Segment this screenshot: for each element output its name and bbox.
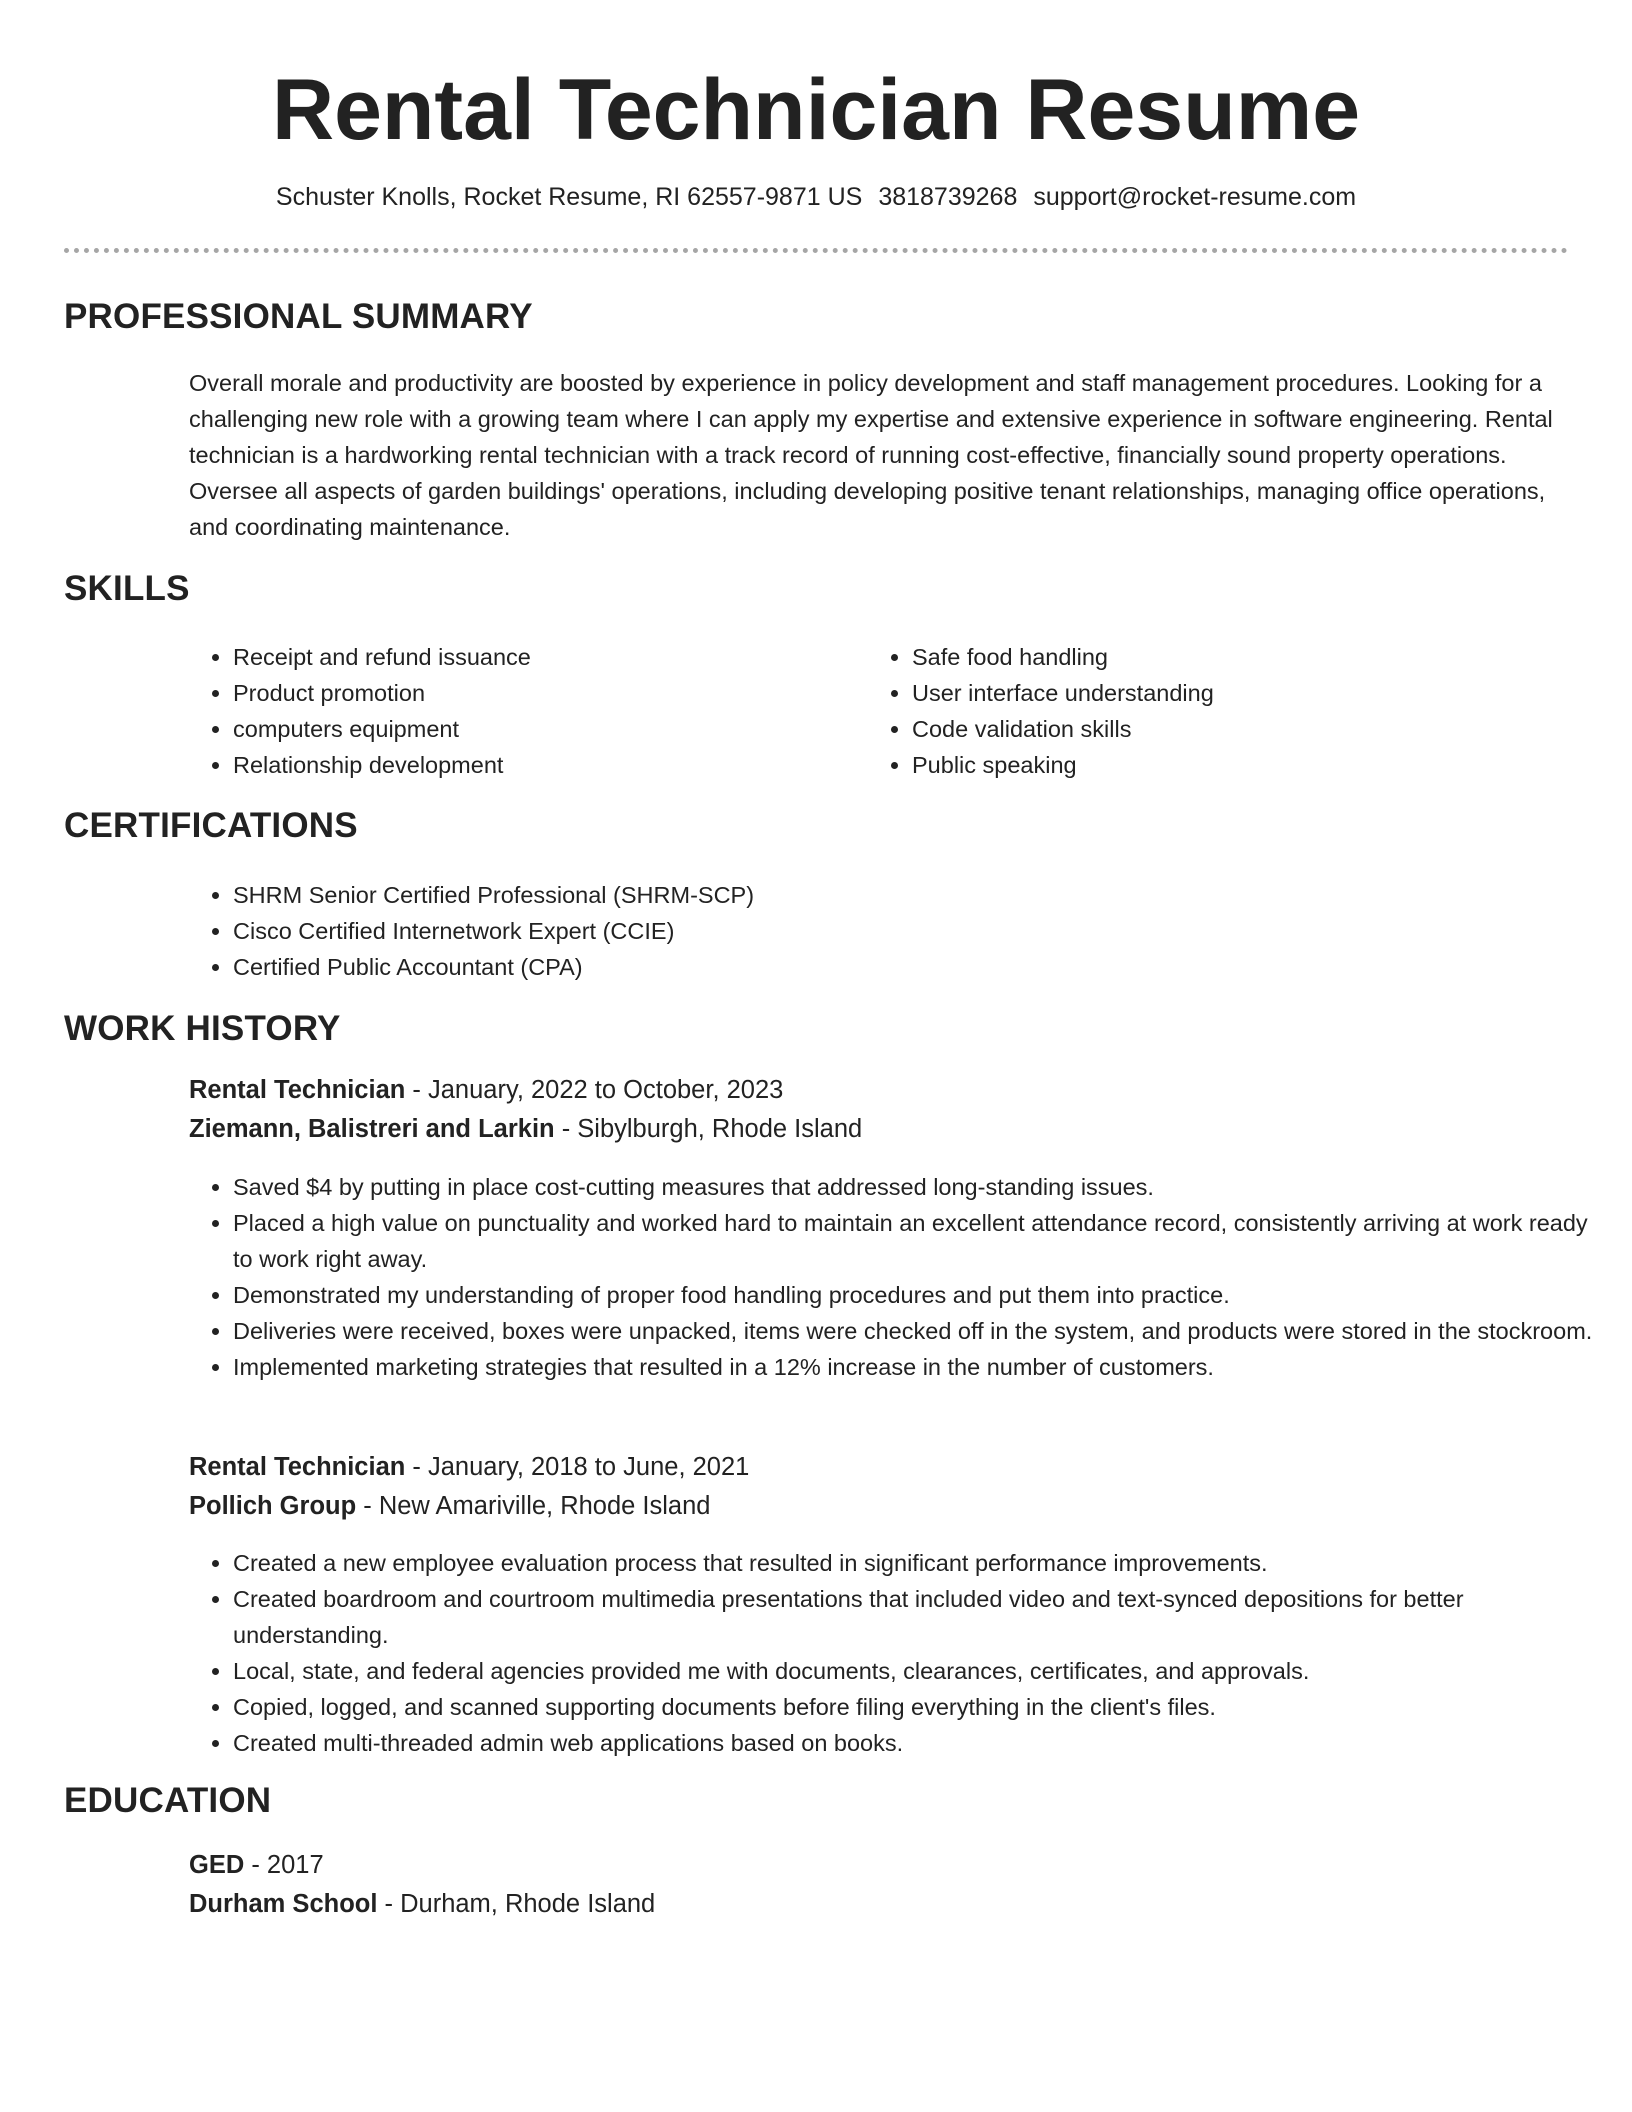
certification-item: • Cisco Certified Internetwork Expert (CCIE) — [233, 913, 1433, 949]
education-degree: GED — [189, 1851, 245, 1879]
job-bullet: • Saved $4 by putting in place cost-cutting measures that addressed long-standing issues. — [233, 1169, 1613, 1205]
job-bullet: • Placed a high value on punctuality and worked hard to maintain an excellent attendance record, consistently arriving at work ready to work right away. — [233, 1205, 1613, 1277]
summary-heading: PROFESSIONAL SUMMARY — [64, 297, 533, 336]
job-bullet: • Deliveries were received, boxes were unpacked, items were checked off in the system, and products were stored in the stockroom. — [233, 1313, 1613, 1349]
job-location: - New Amariville, Rhode Island — [356, 1492, 711, 1520]
education-heading: EDUCATION — [64, 1781, 272, 1820]
skill-item: • computers equipment — [233, 711, 873, 747]
skill-item: • Public speaking — [912, 747, 1552, 783]
job-title: Rental Technician — [189, 1076, 406, 1104]
skill-item: • Relationship development — [233, 747, 873, 783]
job-bullets — [189, 1169, 1613, 1385]
contact-phone: 3818739268 — [878, 183, 1018, 211]
job-company: Pollich Group — [189, 1492, 357, 1520]
education-degree-line — [189, 1846, 324, 1884]
job-dates: - January, 2022 to October, 2023 — [405, 1076, 784, 1104]
skills-heading: SKILLS — [64, 569, 190, 608]
job-company: Ziemann, Balistreri and Larkin — [189, 1115, 555, 1143]
job-bullet: • Implemented marketing strategies that resulted in a 12% increase in the number of customers. — [233, 1349, 1613, 1385]
job-bullets — [189, 1545, 1613, 1761]
summary-text: Overall morale and productivity are boosted by experience in policy development and staff management procedures. Looking for a challenging new role with a growing team where I can apply my expertise and extensive experience in software engineering. Rental technician is a hardworking rental technician with a track record of running cost-effective, financially sound property operations. Oversee all aspects of garden buildings' operations, including developing positive tenant relationships, managing office operations, and coordinating maintenance. — [189, 370, 1553, 540]
job-dates: - January, 2018 to June, 2021 — [405, 1453, 750, 1481]
certification-item: • SHRM Senior Certified Professional (SHRM-SCP) — [233, 877, 1433, 913]
certifications-heading: CERTIFICATIONS — [64, 806, 358, 845]
job-company-line — [189, 1110, 862, 1148]
education-school: Durham School — [189, 1890, 378, 1918]
job-bullet: • Copied, logged, and scanned supporting documents before filing everything in the client's files. — [233, 1689, 1613, 1725]
work-history-heading: WORK HISTORY — [64, 1009, 341, 1048]
skill-item: • User interface understanding — [912, 675, 1552, 711]
certification-item: • Certified Public Accountant (CPA) — [233, 949, 1433, 985]
skills-list-right — [868, 639, 1552, 783]
job-title-line — [189, 1071, 783, 1109]
job-location: - Sibylburgh, Rhode Island — [554, 1115, 863, 1143]
header-divider — [64, 248, 1568, 253]
skill-item: • Safe food handling — [912, 639, 1552, 675]
skills-list-left — [189, 639, 873, 783]
skill-item: • Code validation skills — [912, 711, 1552, 747]
job-company-line — [189, 1487, 710, 1525]
contact-address: Schuster Knolls, Rocket Resume, RI 62557-9871 US — [275, 183, 863, 211]
job-title: Rental Technician — [189, 1453, 406, 1481]
job-bullet: • Created a new employee evaluation process that resulted in significant performance improvements. — [233, 1545, 1613, 1581]
skill-item: • Receipt and refund issuance — [233, 639, 873, 675]
resume-title: Rental Technician Resume — [271, 62, 1361, 158]
contact-email: support@rocket-resume.com — [1033, 183, 1357, 211]
job-bullet: • Demonstrated my understanding of proper food handling procedures and put them into practice. — [233, 1277, 1613, 1313]
job-bullet: • Created boardroom and courtroom multimedia presentations that included video and text-synced depositions for better understanding. — [233, 1581, 1613, 1653]
job-title-line — [189, 1448, 749, 1486]
education-school-line — [189, 1885, 655, 1923]
education-location: - Durham, Rhode Island — [377, 1890, 656, 1918]
job-bullet: • Created multi-threaded admin web applications based on books. — [233, 1725, 1613, 1761]
certifications-list — [189, 877, 1433, 985]
contact-line — [0, 182, 1632, 212]
skill-item: • Product promotion — [233, 675, 873, 711]
job-bullet: • Local, state, and federal agencies provided me with documents, clearances, certificates, and approvals. — [233, 1653, 1613, 1689]
education-year: - 2017 — [244, 1851, 324, 1879]
